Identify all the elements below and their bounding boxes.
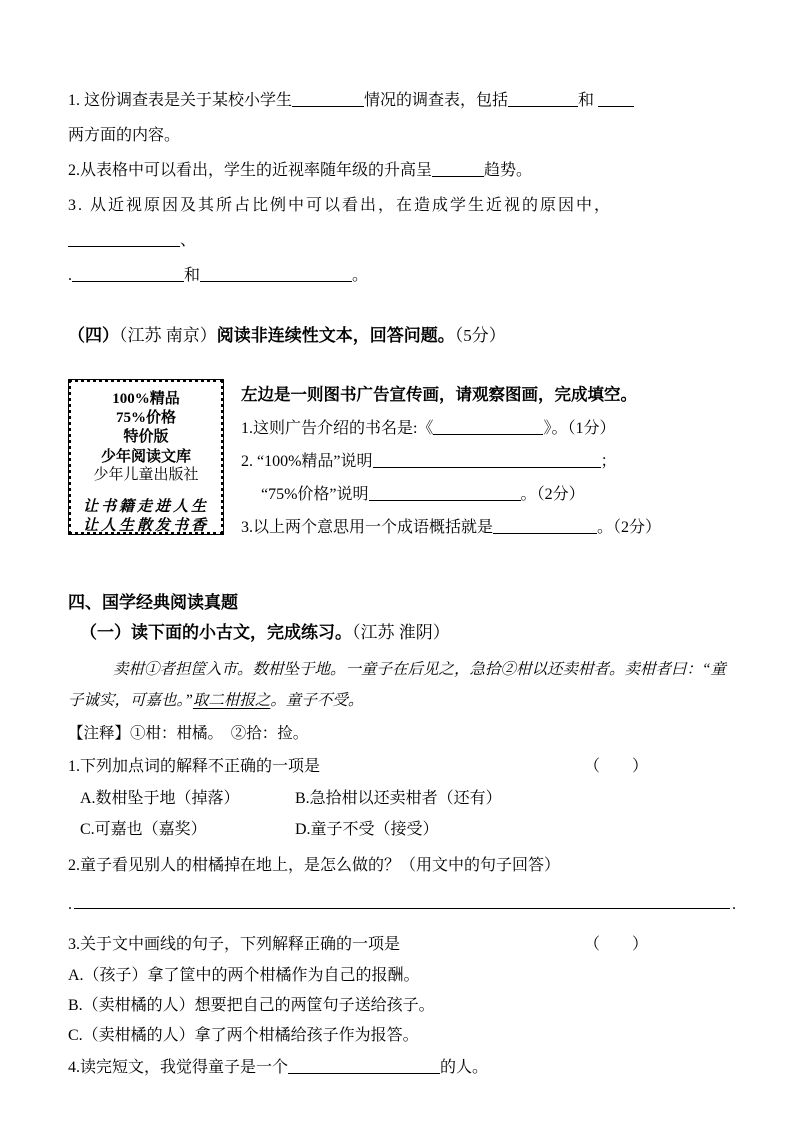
section4-title: 阅读非连续性文本，回答问题。 — [216, 326, 455, 345]
q3-option-c: C.（卖柑橘的人）拿了两个柑橘给孩子作为报答。 — [68, 1027, 419, 1044]
ad-q1-score: （1分） — [567, 420, 616, 437]
classic-sub-source: （江苏 淮阴） — [352, 623, 450, 642]
ad-line-4: 少年阅读文库 — [100, 448, 191, 465]
section4-heading — [68, 319, 736, 353]
classic-sub-title: （一）读下面的小古文，完成练习。 — [80, 623, 352, 642]
survey-q1-text-mid: 情况的调查表，包括 — [364, 92, 509, 109]
survey-q3-line2 — [68, 223, 736, 258]
ad-line-3: 特价版 — [123, 429, 169, 445]
q3-option-b: B.（卖柑橘的人）想要把自己的两筐句子送给孩子。 — [68, 997, 435, 1014]
section4-label: （四） — [68, 326, 119, 345]
survey-q1-text-and: 和 — [578, 92, 595, 109]
passage-part3: 。童子不受。 — [270, 692, 364, 709]
ad-questions — [241, 379, 736, 544]
survey-q3-line3 — [68, 258, 736, 293]
classic-sub-heading — [68, 618, 736, 648]
fill-blank — [369, 485, 521, 501]
classic-q1-text: 1.下列加点词的解释不正确的一项是 — [68, 758, 321, 775]
ad-slogan-1: 让书籍走进人生 — [82, 499, 209, 515]
fill-blank — [508, 91, 578, 107]
fill-blank — [72, 266, 184, 282]
classic-q2: 2.童子看见别人的柑橘掉在地上，是怎么做的？（用文中的句子回答） — [68, 857, 561, 874]
q3-option-a: A.（孩子）拿了筐中的两个柑橘作为自己的报酬。 — [68, 967, 420, 984]
classic-q1 — [68, 750, 736, 783]
ad-line-1: 100%精品 — [112, 391, 180, 407]
ad-q3 — [241, 511, 736, 544]
survey-q2-line — [68, 153, 736, 188]
classic-q1-answer-parens: （ ） — [583, 758, 648, 775]
ad-q3-pre: 3.以上两个意思用一个成语概括就是 — [241, 519, 494, 536]
fill-blank — [288, 1058, 440, 1074]
section4-source: （江苏 南京） — [119, 326, 217, 345]
ad-q1-pre: 1.这则广告介绍的书名是:《 — [241, 420, 434, 437]
passage-part1: 卖柑①者担筐入市。数柑坠于地。一童子在后见之，急拾②柑以还卖柑者。卖柑者曰：“童子诚实，可嘉也。” — [68, 661, 727, 709]
answer-tail-dot: . — [732, 896, 736, 913]
fill-blank-long — [74, 893, 730, 909]
survey-q3-comma: 、 — [180, 232, 197, 249]
passage-note: 【注释】①柑：柑橘。 ②拾：捡。 — [68, 725, 309, 742]
fill-blank — [493, 518, 597, 534]
option-a: A.数柑坠于地（掉落） — [80, 790, 240, 807]
ad-line-5: 少年儿童出版社 — [93, 467, 199, 483]
fill-blank — [432, 161, 484, 177]
classic-q3-text: 3.关于文中画线的句子，下列解释正确的一项是 — [68, 936, 401, 953]
survey-q3-line1: 3. 从近视原因及其所占比例中可以看出，在造成学生近视的原因中， — [68, 197, 613, 214]
ad-q2b-pre: “75%价格”说明 — [261, 486, 369, 503]
survey-q2-text-post: 趋势。 — [484, 162, 533, 179]
survey-q1-line1 — [68, 83, 736, 118]
ad-q3-post: 。 — [597, 519, 614, 536]
fill-blank — [200, 266, 352, 282]
survey-q2-text-pre: 2.从表格中可以看出，学生的近视率随年级的升高呈 — [68, 162, 433, 179]
ad-q2-line1 — [241, 445, 736, 478]
ad-intro: 左边是一则图书广告宣传画，请观察图画，完成填空。 — [241, 386, 637, 404]
ad-slogan-2: 让人生散发书香 — [82, 518, 209, 534]
ad-q3-score: （2分） — [613, 519, 662, 536]
classic-q2-answer-line — [68, 882, 736, 928]
fill-blank — [292, 91, 364, 107]
fill-blank — [373, 452, 601, 468]
answer-lead-dot: . — [68, 896, 72, 913]
ad-q2b-post: 。 — [520, 486, 537, 503]
classic-passage — [68, 654, 736, 716]
classic-q3-options — [68, 961, 736, 1051]
survey-q3-period: 。 — [352, 267, 369, 284]
ad-q1 — [241, 412, 736, 445]
option-b: B.急拾柑以还卖柑者（还有） — [295, 790, 502, 807]
survey-questions — [68, 83, 736, 293]
option-d: D.童子不受（接受） — [295, 821, 439, 838]
fill-blank — [433, 419, 543, 435]
classic-q3-answer-parens: （ ） — [583, 936, 648, 953]
classic-q4-post: 的人。 — [440, 1059, 489, 1076]
classic-q3 — [68, 928, 736, 961]
classic-q1-options-row2 — [68, 814, 736, 845]
ad-q2-pre: 2. “100%精品”说明 — [241, 453, 373, 470]
section4-score: （5分） — [454, 326, 506, 345]
survey-q3-lead-dot: . — [68, 267, 72, 284]
ad-q1-post: 》。 — [543, 420, 568, 437]
classic-q1-options-row1 — [68, 783, 736, 814]
classic-q4-pre: 4.读完短文，我觉得童子是一个 — [68, 1059, 289, 1076]
fill-blank — [598, 91, 634, 107]
classic-q4 — [68, 1052, 736, 1083]
passage-underlined: 取二柑报之 — [192, 692, 271, 709]
option-c: C.可嘉也（嘉奖） — [80, 821, 207, 838]
classic-section-heading: 四、国学经典阅读真题 — [68, 593, 238, 612]
survey-q1-text-pre: 1. 这份调查表是关于某校小学生 — [68, 92, 293, 109]
ad-q2-semi: ； — [600, 453, 617, 470]
ad-line-2: 75%价格 — [115, 410, 176, 426]
survey-q1-line2: 两方面的内容。 — [68, 127, 181, 144]
fill-blank — [68, 231, 180, 247]
ad-q2-line2 — [241, 478, 736, 511]
ad-section — [68, 379, 736, 544]
ad-q2-score: （2分） — [536, 486, 585, 503]
ad-poster-box — [68, 379, 224, 535]
survey-q3-and: 和 — [184, 267, 201, 284]
